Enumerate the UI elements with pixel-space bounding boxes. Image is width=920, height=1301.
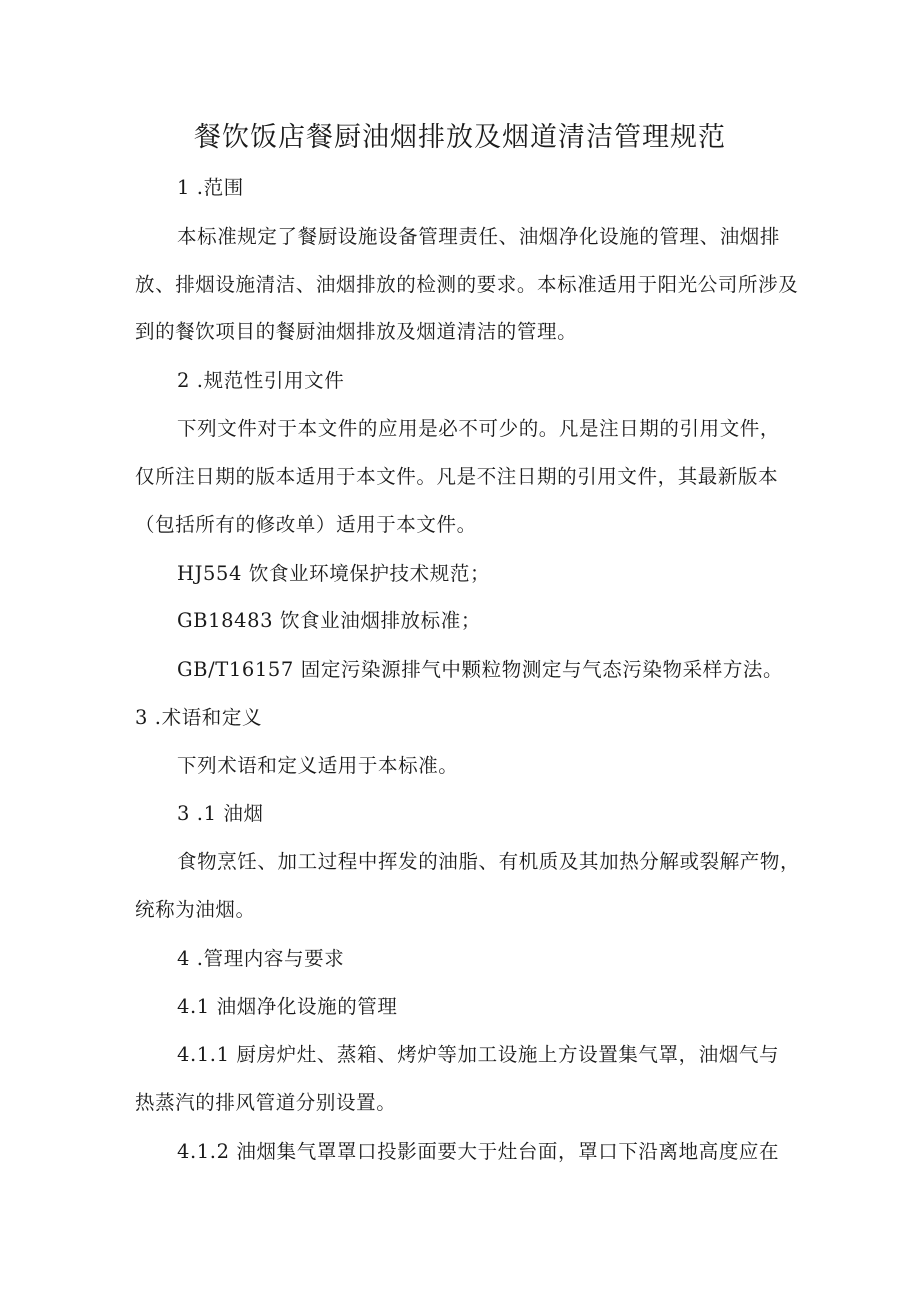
reference-item: HJ554 饮食业环境保护技术规范； (177, 562, 491, 585)
section-1-heading: 1 .范围 (177, 176, 244, 199)
paragraph-line: （包括所有的修改单）适用于本文件。 (135, 513, 477, 536)
section-3-heading: 3 .术语和定义 (135, 706, 263, 729)
section-4-heading: 4 .管理内容与要求 (177, 947, 345, 970)
paragraph-line: 下列术语和定义适用于本标准。 (177, 754, 459, 777)
paragraph-line: 4.1.2 油烟集气罩罩口投影面要大于灶台面，罩口下沿离地高度应在 (177, 1140, 780, 1163)
paragraph-line: 仅所注日期的版本适用于本文件。凡是不注日期的引用文件，其最新版本 (135, 465, 779, 488)
paragraph-line: 本标准规定了餐厨设施设备管理责任、油烟净化设施的管理、油烟排 (177, 225, 781, 248)
document-title: 餐饮饭店餐厨油烟排放及烟道清洁管理规范 (194, 122, 726, 153)
paragraph-line: 热蒸汽的排风管道分别设置。 (135, 1091, 397, 1114)
paragraph-line: 统称为油烟。 (135, 898, 256, 921)
paragraph-line: 下列文件对于本文件的应用是必不可少的。凡是注日期的引用文件， (177, 417, 781, 440)
paragraph-line: 食物烹饪、加工过程中挥发的油脂、有机质及其加热分解或裂解产物， (177, 850, 801, 873)
paragraph-line: 到的餐饮项目的餐厨油烟排放及烟道清洁的管理。 (135, 320, 578, 343)
subsection-heading: 4.1 油烟净化设施的管理 (177, 995, 398, 1018)
reference-item: GB18483 饮食业油烟排放标准； (177, 609, 481, 632)
section-2-heading: 2 .规范性引用文件 (177, 369, 345, 392)
subsection-heading: 3 .1 油烟 (177, 802, 264, 825)
paragraph-line: 4.1.1 厨房炉灶、蒸箱、烤炉等加工设施上方设置集气罩，油烟气与 (177, 1043, 780, 1066)
paragraph-line: 放、排烟设施清洁、油烟排放的检测的要求。本标准适用于阳光公司所涉及 (135, 273, 799, 296)
reference-item: GB/T16157 固定污染源排气中颗粒物测定与气态污染物采样方法。 (177, 658, 784, 681)
